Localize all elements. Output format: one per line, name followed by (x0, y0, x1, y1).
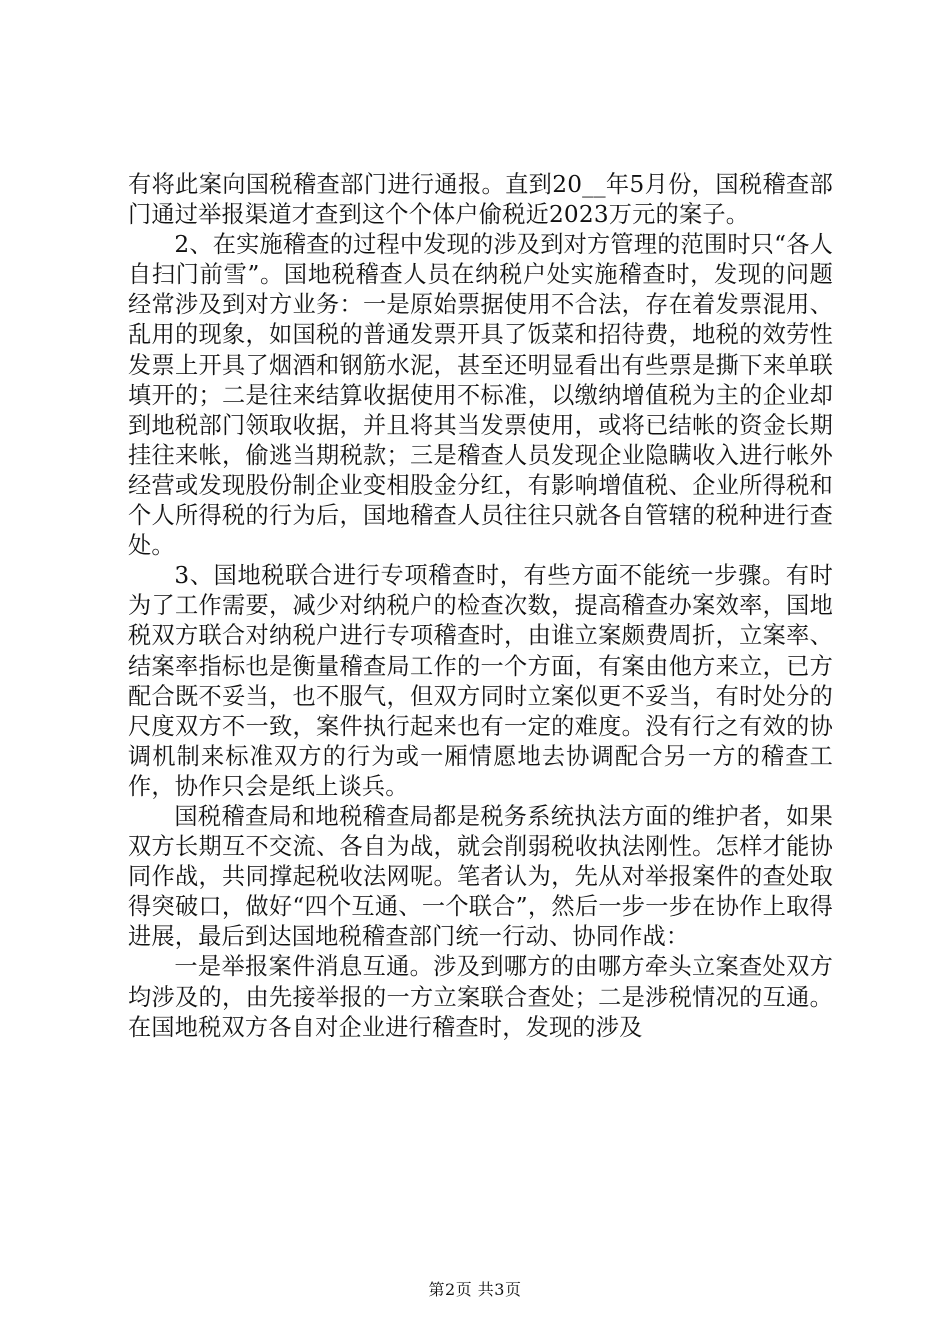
document-body (128, 170, 833, 1043)
paragraph-item-2: 2、在实施稽查的过程中发现的涉及到对方管理的范围时只“各人自扫门前雪”。国地税稽查人员在纳税户处实施稽查时，发现的问题经常涉及到对方业务：一是原始票据使用不合法，存在着发票混用、乱用的现象，如国税的普通发票开具了饭菜和招待费，地税的效劳性发票上开具了烟酒和钢筋水泥，甚至还明显看出有些票是撕下来单联填开的；二是往来结算收据使用不标准，以缴纳增值税为主的企业却到地税部门领取收据，并且将其当发票使用，或将已结帐的资金长期挂往来帐，偷逃当期税款；三是稽查人员发现企业隐瞒收入进行帐外经营或发现股份制企业变相股金分红，有影响增值税、企业所得税和个人所得税的行为后，国地稽查人员往往只就各自管辖的税种进行查处。 (128, 231, 833, 560)
paragraph-item-3: 3、国地税联合进行专项稽查时，有些方面不能统一步骤。有时为了工作需要，减少对纳税户的检查次数，提高稽查办案效率，国地税双方联合对纳税户进行专项稽查时，由谁立案颇费周折，立案率、结案率指标也是衡量稽查局工作的一个方面，有案由他方来立，已方配合既不妥当，也不服气，但双方同时立案似更不妥当，有时处分的尺度双方不一致，案件执行起来也有一定的难度。没有行之有效的协调机制来标准双方的行为或一厢情愿地去协调配合另一方的稽查工作，协作只会是纸上谈兵。 (128, 562, 833, 800)
paragraph-continuation: 有将此案向国税稽查部门进行通报。直到20__年5月份，国税稽查部门通过举报渠道才查到这个个体户偷税近2023万元的案子。 (128, 171, 833, 229)
paragraph-measure-1: 一是举报案件消息互通。涉及到哪方的由哪方牵头立案查处双方均涉及的，由先接举报的一方立案联合查处；二是涉税情况的互通。在国地税双方各自对企业进行稽查时，发现的涉及 (128, 953, 833, 1041)
page-number-footer: 第2页 共3页 (428, 1280, 522, 1299)
paragraph-proposal: 国税稽查局和地税稽查局都是税务系统执法方面的维护者，如果双方长期互不交流、各自为战，就会削弱税收执法刚性。怎样才能协同作战，共同撑起税收法网呢。笔者认为，先从对举报案件的查处取得突破口，做好“四个互通、一个联合”，然后一步一步在协作上取得进展，最后到达国地税稽查部门统一行动、协同作战： (128, 802, 833, 951)
